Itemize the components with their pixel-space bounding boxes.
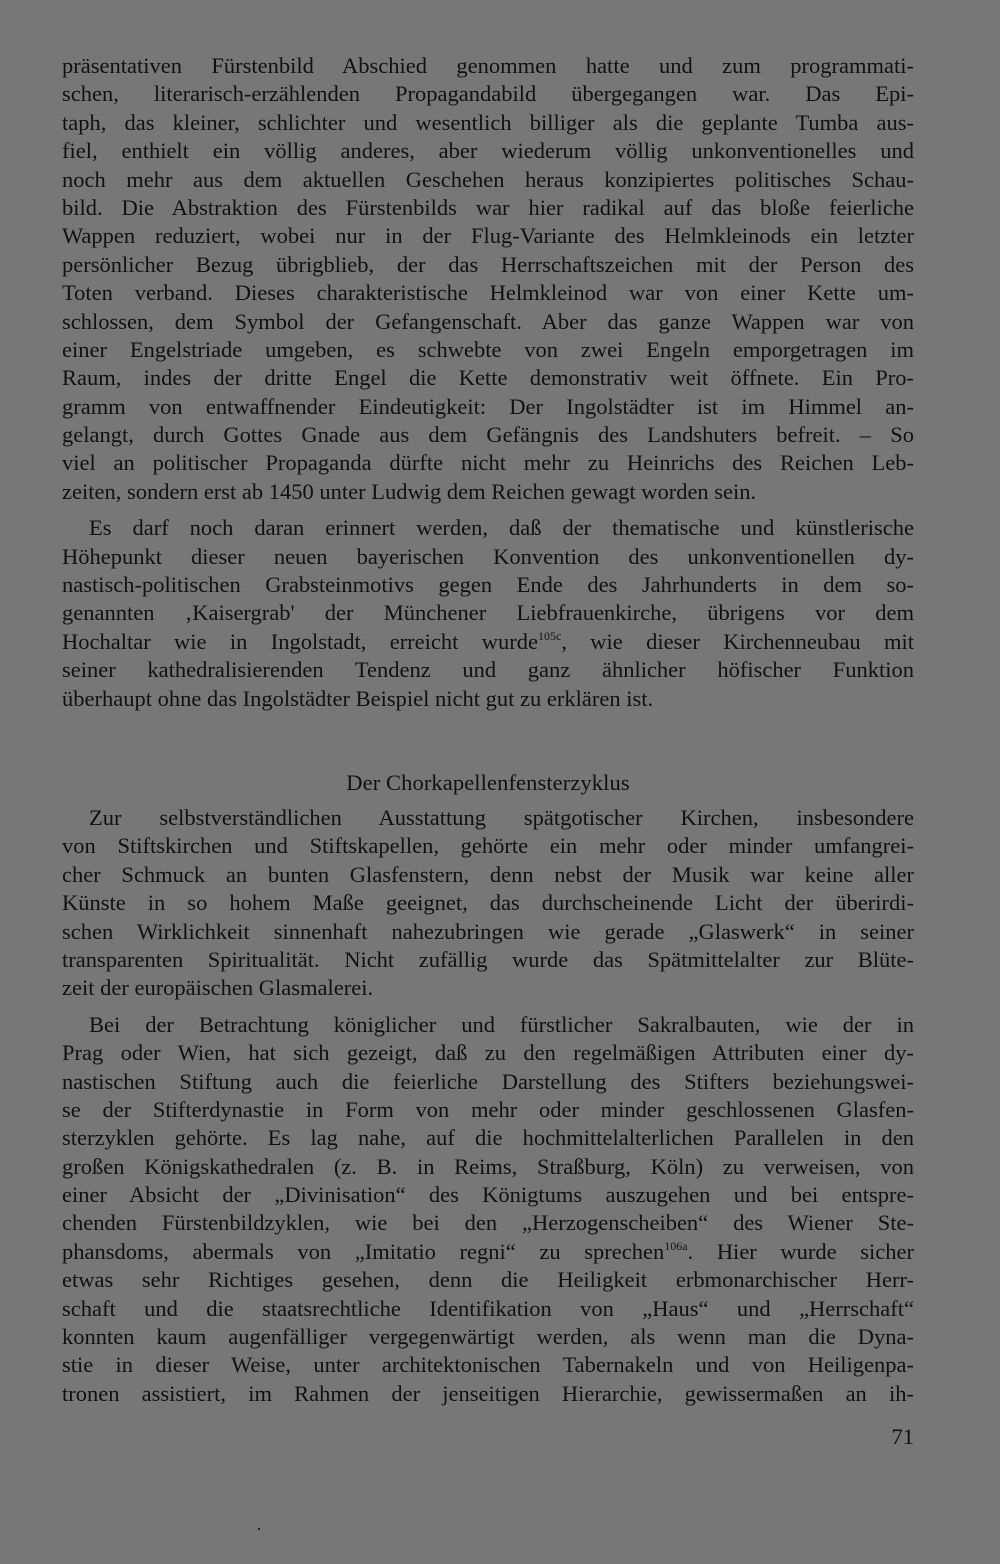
text-line: seiner kathedralisierenden Tendenz und ganz ähnlicher höfischer Funktion — [62, 657, 914, 683]
text-line: Toten verband. Dieses charakteristische Helmkleinod war von einer Kette um- — [62, 280, 914, 306]
text-line: cher Schmuck an bunten Glasfenstern, denn nebst der Musik war keine aller — [62, 861, 914, 887]
line-text: Hochaltar wie in Ingolstadt, erreicht wurde — [62, 628, 538, 654]
text-line: taph, das kleiner, schlichter und wesentlich billiger als die geplante Tumba aus- — [62, 109, 914, 135]
paragraph-2 — [62, 514, 914, 713]
text-line: zeit der europäischen Glasmalerei. — [62, 975, 374, 1001]
text-line: fiel, enthielt ein völlig anderes, aber wiederum völlig unkonventionelles und — [62, 138, 914, 164]
text-line: persönlicher Bezug übrigblieb, der das Herrschaftszeichen mit der Person des — [62, 251, 914, 277]
text-line: bild. Die Abstraktion des Fürstenbilds war hier radikal auf das bloße feierliche — [62, 194, 914, 220]
text-line: noch mehr aus dem aktuellen Geschehen heraus konzipiertes politisches Schau- — [62, 166, 914, 192]
text-line: stie in dieser Weise, unter architektonischen Tabernakeln und von Heiligenpa- — [62, 1352, 914, 1378]
text-line: schen, literarisch-erzählenden Propagandabild übergegangen war. Das Epi- — [62, 81, 914, 107]
footnote-marker: 106a — [664, 1238, 688, 1253]
text-line: Wappen reduziert, wobei nur in der Flug-Variante des Helmkleinods ein letzter — [62, 223, 914, 249]
line-text: phansdoms, abermals von „Imitatio regni“ zu sprechen — [62, 1238, 665, 1264]
text-line: zeiten, sondern erst ab 1450 unter Ludwig dem Reichen gewagt worden sein. — [62, 478, 757, 504]
text-line: Prag oder Wien, hat sich gezeigt, daß zu den regelmäßigen Attributen einer dy- — [62, 1040, 914, 1066]
text-line: Bei der Betrachtung königlicher und fürstlicher Sakralbauten, wie der in — [89, 1011, 914, 1037]
scan-speck — [258, 1528, 260, 1530]
text-line: viel an politischer Propaganda dürfte nicht mehr zu Heinrichs des Reichen Leb- — [62, 450, 914, 476]
text-line: Es darf noch daran erinnert werden, daß der thematische und künstlerische — [89, 515, 914, 541]
text-line-with-footnote — [62, 628, 914, 656]
text-line: tronen assistiert, im Rahmen der jenseitigen Hierarchie, gewissermaßen an ih- — [62, 1380, 914, 1406]
paragraph-3 — [62, 804, 914, 1003]
text-line: schaft und die staatsrechtliche Identifikation von „Haus“ und „Herrschaft“ — [62, 1295, 914, 1321]
text-line: präsentativen Fürstenbild Abschied genommen hatte und zum programmati- — [62, 53, 914, 78]
text-line: schlossen, dem Symbol der Gefangenschaft. Aber das ganze Wappen war von — [62, 308, 914, 334]
line-text: . Hier wurde sicher — [687, 1238, 914, 1264]
text-line: schen Wirklichkeit sinnenhaft nahezubringen wie gerade „Glaswerk“ in seiner — [62, 918, 914, 944]
footnote-marker: 105c — [538, 628, 562, 643]
text-line: konnten kaum augenfälliger vergegenwärtigt werden, als wenn man die Dyna- — [62, 1324, 914, 1350]
paragraph-1 — [62, 52, 914, 506]
text-line: einer Absicht der „Divinisation“ des Königtums auszugehen und bei entspre- — [62, 1182, 914, 1208]
text-line: Höhepunkt dieser neuen bayerischen Konvention des unkonventionellen dy- — [62, 543, 914, 569]
text-line: von Stiftskirchen und Stiftskapellen, gehörte ein mehr oder minder umfangrei- — [62, 833, 914, 859]
text-line: überhaupt ohne das Ingolstädter Beispiel nicht gut zu erklären ist. — [62, 685, 654, 711]
text-line: einer Engelstriade umgeben, es schwebte von zwei Engeln emporgetragen im — [62, 336, 914, 362]
text-line: gramm von entwaffnender Eindeutigkeit: Der Ingolstädter ist im Himmel an- — [62, 393, 914, 419]
text-line: Raum, indes der dritte Engel die Kette demonstrativ weit öffnete. Ein Pro- — [62, 365, 914, 391]
text-line: transparenten Spiritualität. Nicht zufällig wurde das Spätmittelalter zur Blüte- — [62, 946, 914, 972]
text-line: großen Königskathedralen (z. B. in Reims, Straßburg, Köln) zu verweisen, von — [62, 1153, 914, 1179]
text-line: nastisch-politischen Grabsteinmotivs gegen Ende des Jahrhunderts in dem so- — [62, 572, 914, 598]
section-heading: Der Chorkapellenfensterzyklus — [346, 769, 630, 795]
line-text: , wie dieser Kirchenneubau mit — [561, 628, 915, 654]
text-line: chenden Fürstenbildzyklen, wie bei den „Herzogenscheiben“ des Wiener Ste- — [62, 1210, 914, 1236]
text-line: genannten ‚Kaisergrab' der Münchener Liebfrauenkirche, übrigens vor dem — [62, 600, 914, 626]
page-number: 71 — [891, 1424, 914, 1449]
text-line: nastischen Stiftung auch die feierliche Darstellung des Stifters beziehungswei- — [62, 1068, 914, 1094]
page-body — [62, 52, 914, 1416]
text-line: Zur selbstverständlichen Ausstattung spätgotischer Kirchen, insbesondere — [89, 804, 914, 830]
text-line: gelangt, durch Gottes Gnade aus dem Gefängnis des Landshuters befreit. – So — [62, 422, 914, 448]
text-line: sterzyklen gehörte. Es lag nahe, auf die hochmittelalterlichen Parallelen in den — [62, 1125, 914, 1151]
text-line: Künste in so hohem Maße geeignet, das durchscheinende Licht der überirdi- — [62, 890, 914, 916]
text-line-with-footnote — [62, 1238, 914, 1266]
paragraph-4 — [62, 1011, 914, 1408]
text-line: se der Stifterdynastie in Form von mehr oder minder geschlossenen Glasfen- — [62, 1096, 914, 1122]
text-line: etwas sehr Richtiges gesehen, denn die Heiligkeit erbmonarchischer Herr- — [62, 1267, 914, 1293]
